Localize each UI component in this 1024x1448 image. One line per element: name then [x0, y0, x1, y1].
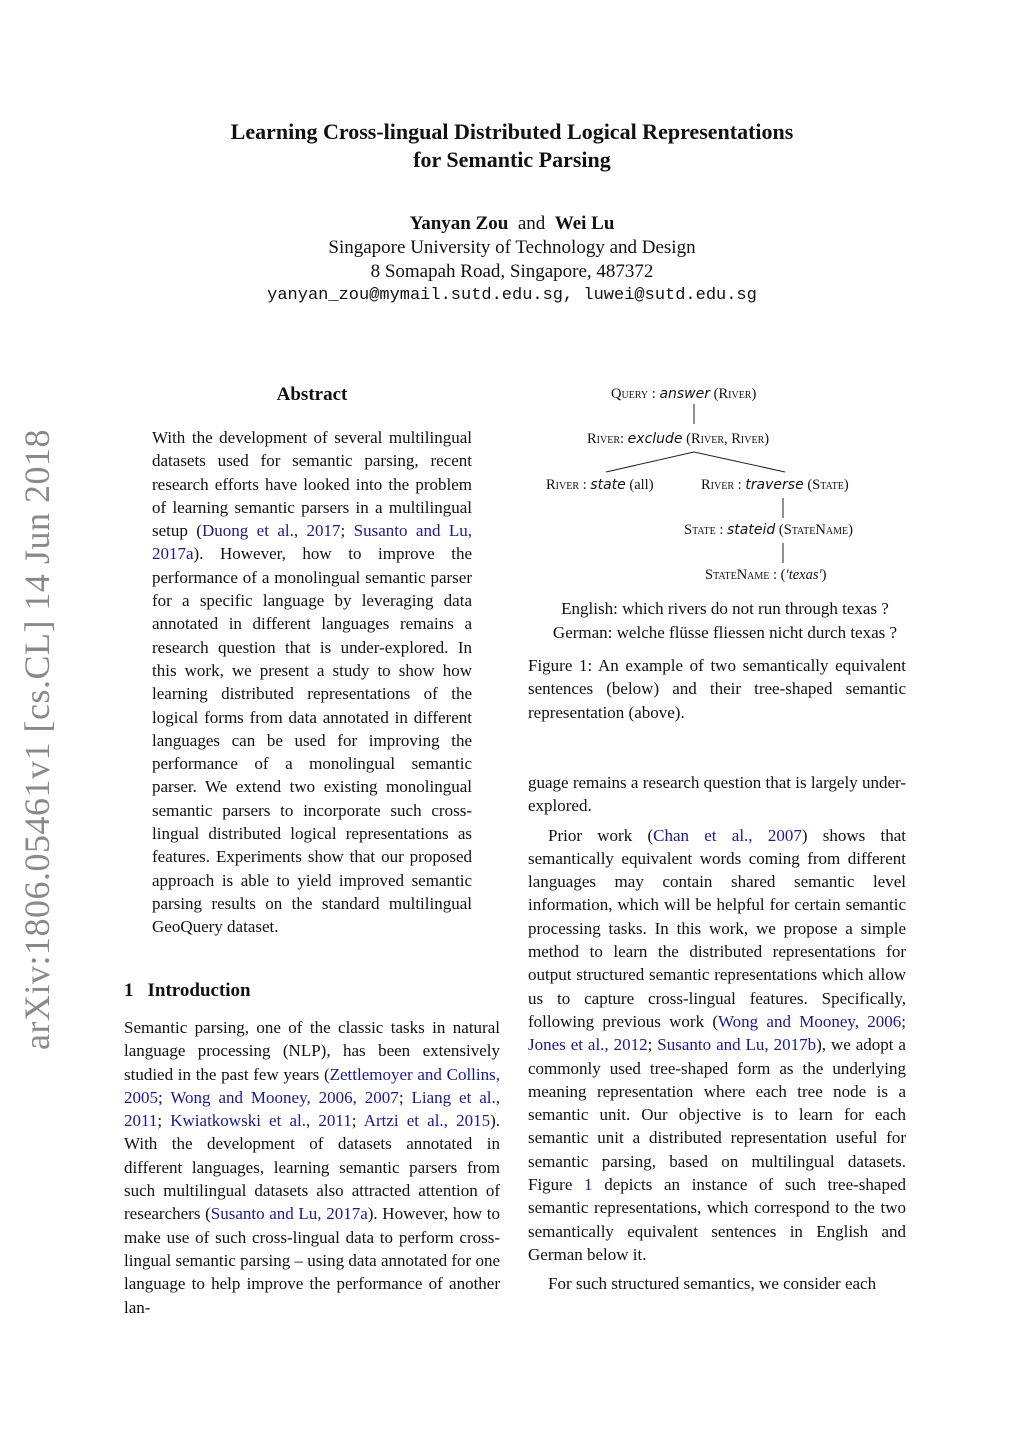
abstract-text-2: ; — [340, 521, 354, 541]
intro-text: ; — [398, 1087, 412, 1107]
abstract-body — [152, 426, 472, 939]
figure-reference-link[interactable]: 1 — [584, 1175, 593, 1195]
citation-link[interactable]: Zettlemoyer and Collins, 2005 — [124, 1064, 500, 1107]
citation-link[interactable]: Chan et al., 2007 — [653, 825, 802, 845]
citation-link[interactable]: Kwiatkowski et al., 2011 — [170, 1111, 352, 1131]
tree-node-river-traverse: River : traverse (State) — [701, 477, 849, 493]
author-names — [0, 212, 1024, 236]
author-conjunction: and — [517, 213, 546, 234]
figure-caption-text: Figure 1: An example of two semantically equivalent sentences (below) and their tree-shaped semantic representation (above). — [528, 656, 906, 722]
tree-node-state-stateid: State : stateid (StateName) — [684, 522, 853, 538]
author-block — [0, 212, 1024, 308]
paragraph: guage remains a research question that is largely under-explored. — [528, 773, 906, 816]
title-line-2: for Semantic Parsing — [413, 147, 611, 172]
abstract-heading: Abstract — [276, 384, 348, 405]
section-number: 1 — [124, 980, 134, 1001]
figure-caption — [528, 654, 906, 724]
author-emails: yanyan_zou@mymail.sutd.edu.sg, luwei@sutd.edu.sg — [267, 286, 757, 305]
english-sentence: English: which rivers do not run through texas ? — [561, 599, 889, 618]
author-2: Wei Lu — [554, 213, 615, 234]
tree-node-statename: StateName : (′texas′) — [705, 567, 827, 583]
abstract-text-1: With the development of several multilingual datasets used for semantic parsing, recent research efforts have looked into the problem of learning semantic parsers in a multilingual setup ( — [152, 428, 472, 541]
citation-link[interactable]: Susanto and Lu, 2017a — [152, 521, 472, 564]
intro-text: ; — [351, 1111, 364, 1131]
citation-link[interactable]: Wong and Mooney, 2006 — [717, 1011, 902, 1031]
citation-link[interactable]: Artzi et al., 2015 — [363, 1111, 491, 1131]
tree-node-river-exclude: River: exclude (River, River) — [587, 431, 770, 447]
affiliation: Singapore University of Technology and Design — [328, 237, 696, 258]
intro-text: Semantic parsing, one of the classic tasks in natural language processing (NLP), has been extensively studied in the past few years ( — [124, 1018, 500, 1084]
paragraph: For such structured semantics, we consider each — [548, 1274, 877, 1294]
figure-sentences — [530, 597, 920, 644]
introduction-body — [124, 1016, 500, 1319]
citation-link[interactable]: Wong and Mooney, 2006, 2007 — [170, 1087, 399, 1107]
arxiv-stamp: arXiv:1806.05461v1 [cs.CL] 14 Jun 2018 — [17, 429, 57, 1050]
section-heading-introduction — [124, 980, 265, 1002]
title-line-1: Learning Cross-lingual Distributed Logical Representations — [230, 119, 794, 144]
address: 8 Somapah Road, Singapore, 487372 — [370, 261, 654, 282]
tree-node-query: Query : answer (River) — [611, 386, 757, 402]
citation-link[interactable]: Jones et al., 2012 — [528, 1035, 648, 1055]
abstract-text-3: ). However, how to improve the performance of a monolingual semantic parser for a specific language by leveraging data annotated in different languages remains a research question that is under-explored. In this work, we present a study to show how learning distributed representations of the logical forms from data annotated in different languages can be used for improving the performance of a monolingual semantic parser. We extend two existing monolingual semantic parsers to incorporate such cross-lingual distributed logical representations as features. Experiments show that our proposed approach is able to yield improved semantic parsing results on the standard multilingual GeoQuery dataset. — [152, 544, 472, 937]
tree-node-river-state: River : state (all) — [546, 477, 654, 493]
intro-text: ). However, how to make use of such cross-lingual data to perform cross-lingual semantic parsing – using data annotated for one language to help improve the performance of another lan- — [124, 1204, 500, 1317]
intro-text: ). With the development of datasets annotated in different languages, learning semantic parsers from such multilingual datasets also attracted attention of researchers ( — [124, 1111, 500, 1224]
citation-link[interactable]: Duong et al., 2017 — [201, 521, 341, 541]
right-column-body — [528, 771, 906, 1296]
paragraph: Prior work (Chan et al., 2007) shows that semantically equivalent words coming from different languages may contain shared semantic level information, which will be helpful for certain semantic processing tasks. In this work, we propose a simple method to learn the distributed representations for output structured semantic representations which allow us to capture cross-lingual features. Specifically, following previous work (Wong and Mooney, 2006; Jones et al., 2012; Susanto and Lu, 2017b), we adopt a commonly used tree-shaped form as the underlying meaning representation where each tree node is a semantic unit. Our objective is to learn for each semantic unit a distributed representation useful for semantic parsing, based on multilingual datasets. Figure 1 depicts an instance of such tree-shaped semantic representations, which correspond to the two semantically equivalent sentences in English and German below it. — [528, 825, 907, 1264]
intro-text: ; — [157, 1111, 171, 1131]
paper-title — [0, 118, 1024, 174]
german-sentence: German: welche flüsse fliessen nicht durch texas ? — [552, 622, 898, 642]
citation-link[interactable]: Liang et al., 2011 — [124, 1087, 500, 1131]
author-1: Yanyan Zou — [409, 213, 509, 234]
tree-edge — [694, 452, 785, 472]
citation-link[interactable]: Susanto and Lu, 2017a — [210, 1204, 368, 1224]
citation-link[interactable]: Susanto and Lu, 2017b — [657, 1035, 817, 1055]
section-title: Introduction — [147, 980, 251, 1001]
intro-text: ; — [158, 1087, 171, 1107]
tree-edge — [606, 452, 694, 472]
